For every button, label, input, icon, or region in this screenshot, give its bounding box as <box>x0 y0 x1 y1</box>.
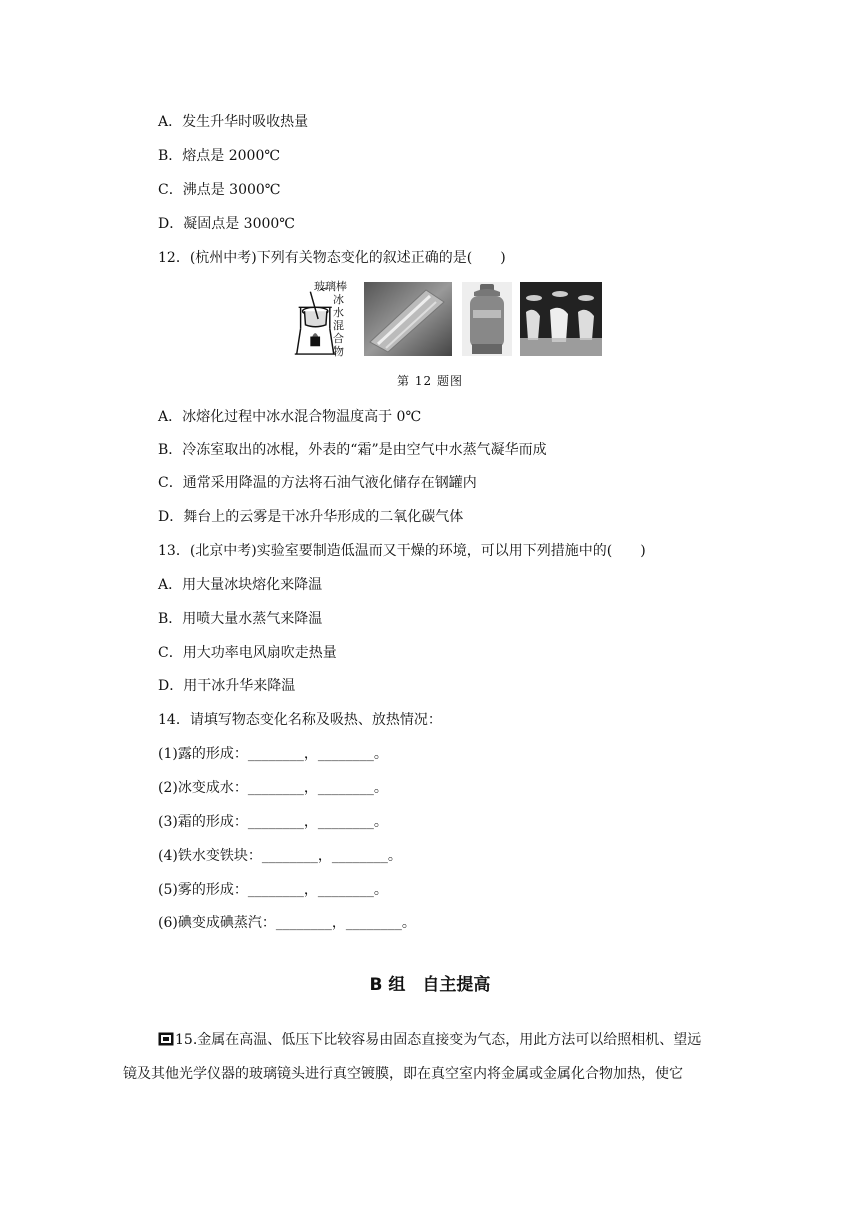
question-line-b13: B．用喷大量水蒸气来降温 <box>158 611 323 627</box>
video-mark-icon <box>158 1032 174 1046</box>
fill-line-6: (6)碘变成碘蒸汽：________，________。 <box>158 915 416 931</box>
fill-line-5: (5)雾的形成：________，________。 <box>158 882 388 898</box>
question-line-b11: B．熔点是 2000℃ <box>158 148 281 164</box>
question-12-figures <box>292 282 602 358</box>
question-14-stem: 14．请填写物态变化名称及吸热、放热情况： <box>158 712 442 728</box>
label-glass-rod: 玻璃棒 <box>314 280 347 293</box>
question-15-text-1: 15.金属在高温、低压下比较容易由固态直接变为气态，用此方法可以给照相机、望远 <box>175 1032 702 1048</box>
question-line-d13: D．用干冰升华来降温 <box>158 678 296 694</box>
fill-line-3: (3)霜的形成：________，________。 <box>158 814 388 830</box>
fill-line-1: (1)露的形成：________，________。 <box>158 746 388 762</box>
question-12-stem: 12．(杭州中考)下列有关物态变化的叙述正确的是( ) <box>158 250 506 266</box>
label-mix: 混 <box>333 319 344 332</box>
question-line-c13: C．用大功率电风扇吹走热量 <box>158 645 337 661</box>
label-substance: 物 <box>333 345 344 358</box>
label-combine: 合 <box>333 332 344 345</box>
stage-fog-photo <box>520 282 602 356</box>
question-line-c12: C．通常采用降温的方法将石油气液化储存在钢罐内 <box>158 475 477 491</box>
figure-caption: 第 12 题图 <box>397 374 463 388</box>
question-line-c11: C．沸点是 3000℃ <box>158 182 281 198</box>
fill-line-4: (4)铁水变铁块：________，________。 <box>158 848 402 864</box>
popsicle-photo <box>364 282 452 356</box>
label-water: 水 <box>333 306 344 319</box>
question-line-a11: A．发生升华时吸收热量 <box>158 114 309 130</box>
section-title: B 组 自主提高 <box>369 975 491 995</box>
gas-cylinder-photo <box>462 282 512 356</box>
question-line-a13: A．用大量冰块熔化来降温 <box>158 577 323 593</box>
apparatus-labels <box>310 280 347 358</box>
question-13-stem: 13．(北京中考)实验室要制造低温而又干燥的环境，可以用下列措施中的( ) <box>158 543 646 559</box>
question-15-line-2: 镜及其他光学仪器的玻璃镜头进行真空镀膜，即在真空室内将金属或金属化合物加热，使它 <box>123 1066 683 1082</box>
question-line-d12: D．舞台上的云雾是干冰升华形成的二氧化碳气体 <box>158 509 464 525</box>
question-line-d11: D．凝固点是 3000℃ <box>158 216 295 232</box>
label-ice: 冰 <box>333 293 344 306</box>
question-line-a12: A．冰熔化过程中冰水混合物温度高于 0℃ <box>158 409 422 425</box>
fill-line-2: (2)冰变成水：________，________。 <box>158 780 388 796</box>
question-15-line-1 <box>158 1031 701 1049</box>
question-line-b12: B．冷冻室取出的冰棍，外表的“霜”是由空气中水蒸气凝华而成 <box>158 442 547 458</box>
